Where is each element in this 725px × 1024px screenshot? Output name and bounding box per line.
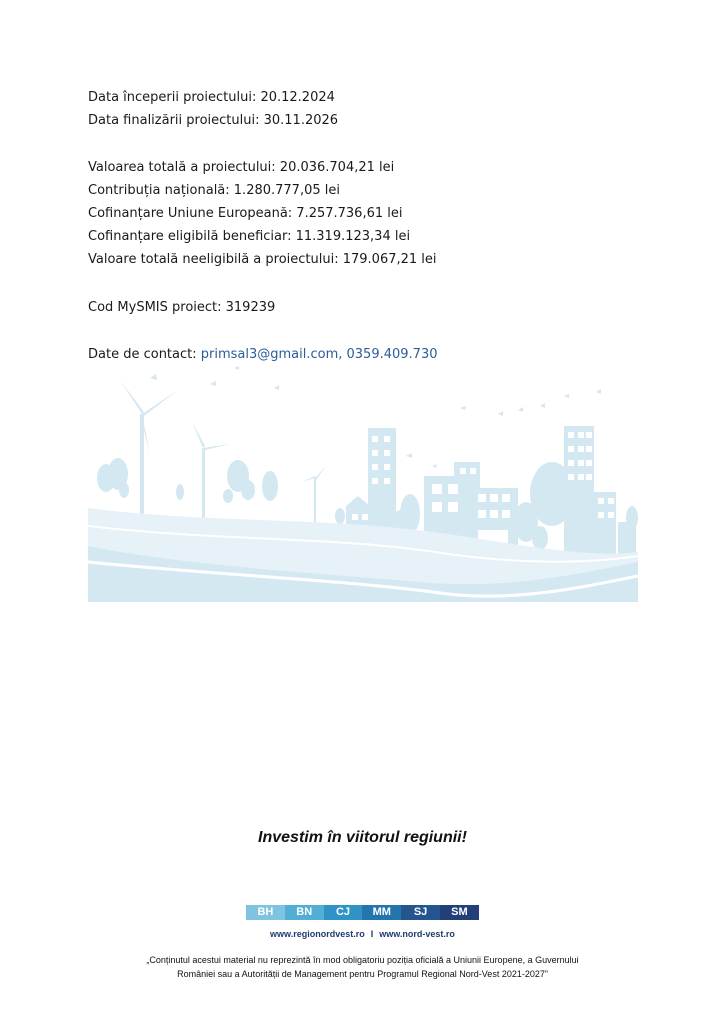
eu-cofinancing: Cofinanțare Uniune Europeană: 7.257.736,61 lei <box>88 206 403 221</box>
project-end-date: Data finalizării proiectului: 30.11.2026 <box>88 113 339 128</box>
contact-value[interactable]: primsal3@gmail.com, 0359.409.730 <box>200 347 438 362</box>
county-sm: SM <box>440 905 479 920</box>
slogan: Investim în viitorul regiunii! <box>258 829 467 846</box>
county-cj: CJ <box>324 905 363 920</box>
project-start-date: Data începerii proiectului: 20.12.2024 <box>88 90 335 105</box>
county-mm: MM <box>362 905 401 920</box>
website-separator: I <box>370 929 374 939</box>
county-bh: BH <box>246 905 285 920</box>
disclaimer-line-1: „Conținutul acestui material nu reprezintă în mod obligatoriu poziția oficială a Uniunii Europene, a Guvernului <box>146 955 579 965</box>
ineligible-value: Valoare totală neeligibilă a proiectului: 179.067,21 lei <box>88 252 437 267</box>
county-bn: BN <box>285 905 324 920</box>
national-contribution: Contribuția națională: 1.280.777,05 lei <box>88 183 340 198</box>
website-link-regionordvest[interactable]: www.regionordvest.ro <box>270 929 365 939</box>
green-city-illustration <box>88 366 638 602</box>
websites <box>0 929 725 939</box>
mysmis-code: Cod MySMIS proiect: 319239 <box>88 300 276 315</box>
county-sj: SJ <box>401 905 440 920</box>
contact-line <box>88 347 438 363</box>
county-bar <box>246 905 479 920</box>
disclaimer-line-2: României sau a Autorității de Management pentru Programul Regional Nord-Vest 2021-2027” <box>177 969 548 979</box>
website-link-nord-vest[interactable]: www.nord-vest.ro <box>379 929 455 939</box>
contact-label: Date de contact: <box>88 347 201 362</box>
beneficiary-cofinancing: Cofinanțare eligibilă beneficiar: 11.319.123,34 lei <box>88 229 411 244</box>
project-total-value: Valoarea totală a proiectului: 20.036.704,21 lei <box>88 160 395 175</box>
